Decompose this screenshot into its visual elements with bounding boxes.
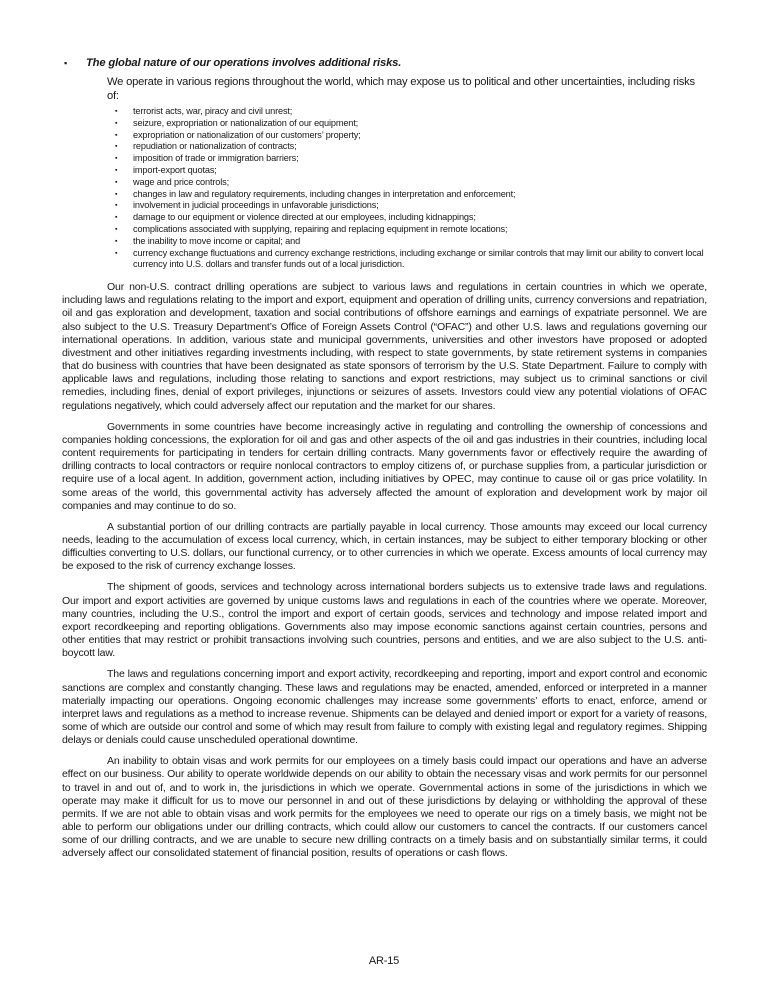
list-item: ▪ repudiation or nationalization of contracts;	[115, 141, 297, 152]
square-bullet-icon: ▪	[115, 225, 118, 233]
paragraph-trade-laws: The shipment of goods, services and technology across international borders subjects us to extensive trade laws and regulations. Our import and export activities are governed by unique customs laws and regulations in each of the countries where we operate. Moreover, many countries, including the U.S., control the import and export of certain goods, services and technology and impose related import and export recordkeeping and reporting obligations. Governments also may impose economic sanctions against certain countries, persons and other entities that may restrict or prohibit transactions involving such countries, persons and entities, and we are also subject to the U.S. anti-boycott law.	[62, 581, 707, 660]
square-bullet-icon: ▪	[115, 249, 118, 257]
list-item: ▪ the inability to move income or capital; and	[115, 235, 301, 246]
list-item: ▪ imposition of trade or immigration barriers;	[115, 153, 299, 164]
paragraph-government-activity: Governments in some countries have become increasingly active in regulating and controlling the ownership of concessions and companies holding concessions, the exploration for oil and gas and other aspects of the oil and gas industries in their countries, including local content requirements for participating in tenders for certain drilling contracts. Many governments favor or effectively require the awarding of drilling contracts to local contractors or require nonlocal contractors to employ citizens of, or purchase supplies from, a particular jurisdiction or require use of a local agent. In addition, government action, including initiatives by OPEC, may continue to cause oil or gas price volatility. In some areas of the world, this governmental activity has adversely affected the amount of exploration and development work by major oil companies and may continue to do so.	[62, 420, 707, 512]
paragraph-non-us-operations: Our non-U.S. contract drilling operations are subject to various laws and regulations in certain countries in which we operate, including laws and regulations relating to the import and export, equipment and operation of drilling units, currency conversions and repatriation, oil and gas exploration and development, taxation and social contributions of offshore earnings and earnings of expatriate personnel. We are also subject to the U.S. Treasury Department’s Office of Foreign Assets Control (“OFAC”) and other U.S. laws and regulations governing our international operations. In addition, various state and municipal governments, universities and other investors have proposed or adopted divestment and other initiatives regarding investments including, with respect to state governments, by state retirement systems in companies that do business with countries that have been designated as state sponsors of terrorism by the U.S. State Department. Failure to comply with applicable laws and regulations, including those relating to sanctions and export restrictions, may subject us to criminal sanctions or civil remedies, including fines, denial of export privileges, injunctions or seizures of assets. Investors could view any potential violations of OFAC regulations negatively, which could adversely affect our reputation and the market for our shares.	[62, 281, 707, 412]
list-item: ▪ complications associated with supplying, repairing and replacing equipment in remote locations;	[115, 223, 508, 234]
square-bullet-icon: ▪	[115, 155, 118, 163]
square-bullet-icon: ▪	[64, 58, 68, 68]
square-bullet-icon: ▪	[115, 190, 118, 198]
list-item: ▪ changes in law and regulatory requirements, including changes in interpretation and enforcement;	[115, 188, 516, 199]
list-item: ▪ wage and price controls;	[115, 176, 229, 187]
list-item: ▪ seizure, expropriation or nationalization of our equipment;	[115, 117, 359, 128]
list-item: ▪ currency exchange fluctuations and currency exchange restrictions, including exchange or similar controls that may limit our ability to convert local currency into U.S. dollars and transfer funds out of a local jurisdiction.	[115, 247, 704, 270]
square-bullet-icon: ▪	[115, 108, 118, 115]
heading-text: The global nature of our operations involves additional risks.	[86, 57, 402, 69]
paragraph-import-export-regulations: The laws and regulations concerning import and export activity, recordkeeping and reporting, import and export control and economic sanctions are complex and constantly changing. These laws and regulations may be enacted, amended, enforced or interpreted in a manner materially impacting our operations. Ongoing economic challenges may increase some governments’ efforts to enact, enforce, amend or interpret laws and regulations as a method to increase revenue. Shipments can be delayed and denied import or export for a variety of reasons, some of which are outside our control and some of which may result from failure to comply with existing legal and regulatory regimes. Shipping delays or denials could cause unscheduled operational downtime.	[62, 668, 707, 747]
list-item: ▪ involvement in judicial proceedings in unfavorable jurisdictions;	[115, 200, 379, 211]
risk-intro: We operate in various regions throughout the world, which may expose us to political and other uncertainties, including risks of:	[107, 76, 695, 102]
paragraph-visas-work-permits: An inability to obtain visas and work permits for our employees on a timely basis could impact our operations and have an adverse effect on our business. Our ability to operate worldwide depends on our ability to obtain the necessary visas and work permits for our personnel to travel in and out of, and to work in, the jurisdictions in which we operate. Governmental actions in some of the jurisdictions in which we operate may make it difficult for us to move our personnel in and out of these jurisdictions by delaying or withholding the approval of these permits. If we are not able to obtain visas and work permits for the employees we need to operate our rigs on a timely basis, we might not be able to perform our obligations under our drilling contracts, which could allow our customers to cancel the contracts. If our customers cancel some of our drilling contracts, and we are unable to secure new drilling contracts on a timely basis and on substantially similar terms, it could adversely affect our consolidated statement of financial position, results of operations or cash flows.	[62, 755, 707, 860]
square-bullet-icon: ▪	[115, 237, 118, 245]
page-number: AR-15	[368, 955, 400, 967]
risk-list	[62, 106, 707, 271]
list-item: ▪ damage to our equipment or violence directed at our employees, including kidnappings;	[115, 212, 476, 223]
list-item: ▪ terrorist acts, war, piracy and civil unrest;	[115, 106, 293, 116]
square-bullet-icon: ▪	[115, 178, 118, 186]
square-bullet-icon: ▪	[115, 166, 118, 174]
square-bullet-icon: ▪	[115, 143, 118, 151]
risk-factor-heading	[62, 56, 707, 70]
paragraph-local-currency: A substantial portion of our drilling contracts are partially payable in local currency. Those amounts may exceed our local currency needs, leading to the accumulation of excess local currency, which, in certain instances, may be subject to either temporary blocking or other difficulties converting to U.S. dollars, our functional currency, or to other currencies in which we operate. Excess amounts of local currency may be exposed to the risk of currency exchange losses.	[62, 520, 707, 573]
list-item: ▪ expropriation or nationalization of our customers’ property;	[115, 129, 361, 140]
square-bullet-icon: ▪	[115, 131, 118, 139]
list-item: ▪ import-export quotas;	[115, 164, 217, 175]
square-bullet-icon: ▪	[115, 214, 118, 222]
square-bullet-icon: ▪	[115, 202, 118, 210]
square-bullet-icon: ▪	[115, 119, 118, 127]
document-page	[62, 56, 707, 861]
